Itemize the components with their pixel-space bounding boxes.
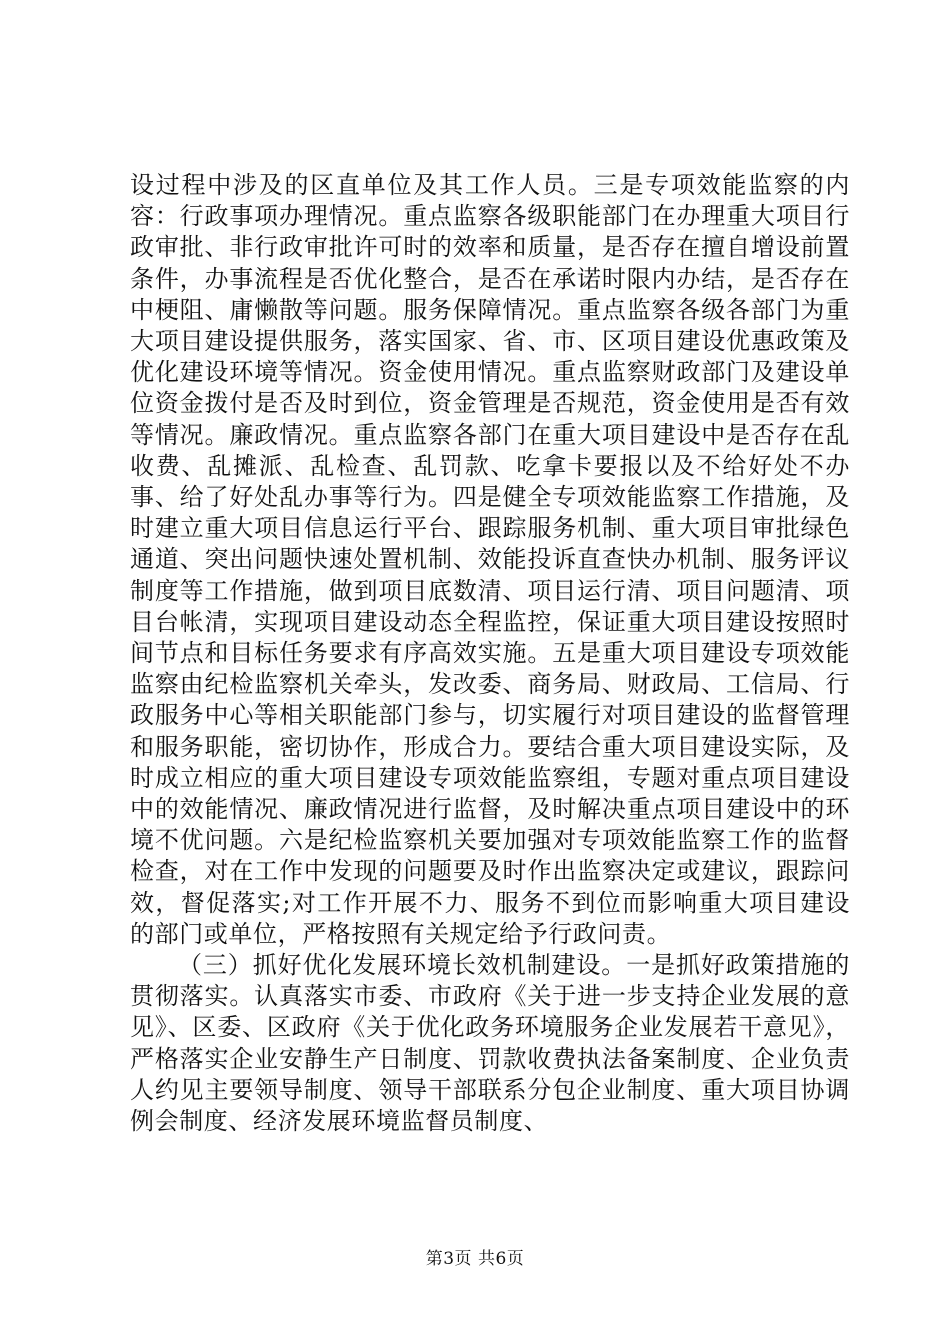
document-body xyxy=(130,170,850,1137)
body-paragraph-section-three: （三）抓好优化发展环境长效机制建设。一是抓好政策措施的贯彻落实。认真落实市委、市政府《关于进一步支持企业发展的意见》、区委、区政府《关于优化政务环境服务企业发展若干意见》，严格落实企业安静生产日制度、罚款收费执法备案制度、企业负责人约见主要领导制度、领导干部联系分包企业制度、重大项目协调例会制度、经济发展环境监督员制度、 xyxy=(130,951,850,1136)
body-paragraph-continuation: 设过程中涉及的区直单位及其工作人员。三是专项效能监察的内容：行政事项办理情况。重点监察各级职能部门在办理重大项目行政审批、非行政审批许可时的效率和质量，是否存在擅自增设前置条件，办事流程是否优化整合，是否在承诺时限内办结，是否存在中梗阻、庸懒散等问题。服务保障情况。重点监察各级各部门为重大项目建设提供服务，落实国家、省、市、区项目建设优惠政策及优化建设环境等情况。资金使用情况。重点监察财政部门及建设单位资金拨付是否及时到位，资金管理是否规范，资金使用是否有效等情况。廉政情况。重点监察各部门在重大项目建设中是否存在乱收费、乱摊派、乱检查、乱罚款、吃拿卡要报以及不给好处不办事、给了好处乱办事等行为。四是健全专项效能监察工作措施，及时建立重大项目信息运行平台、跟踪服务机制、重大项目审批绿色通道、突出问题快速处置机制、效能投诉直查快办机制、服务评议制度等工作措施，做到项目底数清、项目运行清、项目问题清、项目台帐清，实现项目建设动态全程监控，保证重大项目建设按照时间节点和目标任务要求有序高效实施。五是重大项目建设专项效能监察由纪检监察机关牵头，发改委、商务局、财政局、工信局、行政服务中心等相关职能部门参与，切实履行对项目建设的监督管理和服务职能，密切协作，形成合力。要结合重大项目建设实际，及时成立相应的重大项目建设专项效能监察组，专题对重点项目建设中的效能情况、廉政情况进行监督，及时解决重点项目建设中的环境不优问题。六是纪检监察机关要加强对专项效能监察工作的监督检查，对在工作中发现的问题要及时作出监察决定或建议，跟踪问效，督促落实;对工作开展不力、服务不到位而影响重大项目建设的部门或单位，严格按照有关规定给予行政问责。 xyxy=(130,171,850,948)
page-number-footer: 第3页 共6页 xyxy=(425,1249,525,1269)
